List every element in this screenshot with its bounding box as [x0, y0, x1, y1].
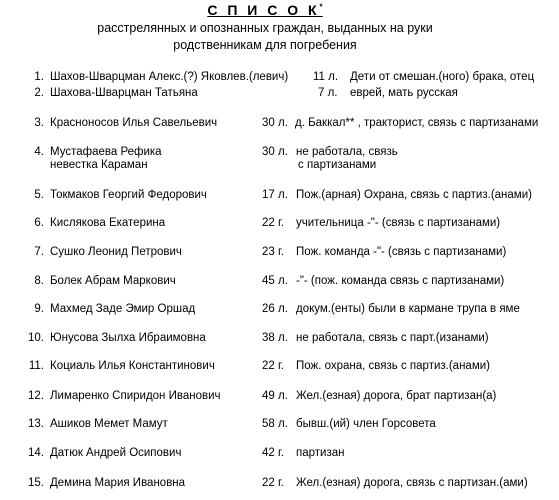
person-age: 22 г.	[262, 477, 284, 489]
person-name: Сушко Леонид Петрович	[50, 246, 182, 258]
person-name: Лимаренко Спиридон Иванович	[50, 390, 221, 402]
person-name: Коциаль Илья Константинович	[50, 360, 215, 372]
item-number: 7.	[34, 246, 44, 258]
person-name-line-2: невестка Караман	[50, 159, 148, 171]
person-age: 42 г.	[262, 447, 284, 459]
person-note-line-2: с партизанами	[298, 159, 377, 171]
person-age: 49 л.	[262, 390, 288, 402]
item-number: 10.	[28, 332, 44, 344]
item-number: 5.	[34, 189, 44, 201]
item-number: 13.	[28, 418, 44, 430]
person-name: Шахов-Шварцман Алекс.(?) Яковлев.(левич)	[50, 71, 289, 83]
person-name: Красноносов Илья Савельевич	[50, 117, 218, 129]
person-name: Мустафаева Рефика	[50, 146, 162, 158]
person-note: -"- (пож. команда связь с партизанами)	[296, 275, 505, 287]
person-name: Юнусова Зылха Ибраимовна	[50, 332, 206, 344]
person-age: 30 л.	[262, 117, 288, 129]
person-note: Пож. охрана, связь с партиз.(анами)	[296, 360, 490, 372]
item-number: 11.	[28, 360, 44, 372]
person-note: докум.(енты) были в кармане трупа в яме	[296, 303, 520, 315]
person-name: Демина Мария Ивановна	[50, 477, 186, 489]
person-note: Дети от смешан.(ного) брака, отец	[350, 71, 535, 83]
item-number: 6.	[34, 217, 44, 229]
item-number: 15.	[28, 477, 44, 489]
person-age: 26 л.	[262, 303, 288, 315]
person-note: д. Баккал** , тракторист, связь с партизанами	[295, 117, 539, 129]
person-name: Ашиков Мемет Мамут	[50, 418, 168, 430]
person-age: 22 г.	[262, 360, 284, 372]
document-title	[0, 2, 530, 18]
subtitle-line-1: расстрелянных и опознанных граждан, выданных на руки	[97, 21, 433, 35]
subtitle-line-2: родственникам для погребения	[173, 38, 357, 52]
item-number: 4.	[34, 146, 44, 158]
person-note: не работала, связь с парт.(изанами)	[296, 332, 489, 344]
title-text: С П И С О К	[207, 2, 320, 18]
person-age: 7 л.	[318, 87, 338, 99]
person-age: 11 л.	[313, 71, 339, 83]
item-number: 1.	[34, 71, 44, 83]
person-age: 45 л.	[262, 275, 288, 287]
person-name: Махмед Заде Эмир Оршад	[50, 303, 196, 315]
person-note: Пож.(арная) Охрана, связь с партиз.(анами)	[296, 189, 532, 201]
item-number: 12.	[28, 390, 44, 402]
person-note: Жел.(езная) дорога, брат партизан(а)	[296, 390, 497, 402]
person-note: не работала, связь	[296, 146, 398, 158]
person-name: Датюк Андрей Осипович	[50, 447, 182, 459]
item-number: 8.	[34, 275, 44, 287]
person-age: 30 л.	[262, 146, 288, 158]
item-number: 2.	[34, 87, 44, 99]
person-name: Токмаков Георгий Федорович	[50, 189, 207, 201]
person-age: 22 г.	[262, 217, 284, 229]
item-number: 9.	[34, 303, 44, 315]
person-note: бывш.(ий) член Горсовета	[296, 418, 436, 430]
person-age: 58 л.	[262, 418, 288, 430]
person-age: 23 г.	[262, 246, 284, 258]
person-note: Пож. команда -"- (связь с партизанами)	[296, 246, 507, 258]
title-footnote-mark: *	[319, 2, 323, 12]
person-name: Болек Абрам Маркович	[50, 275, 176, 287]
person-note: Жел.(езная) дорога, связь с партизан.(ами)	[296, 477, 528, 489]
person-name: Шахова-Шварцман Татьяна	[50, 87, 198, 99]
person-age: 17 л.	[262, 189, 288, 201]
item-number: 14.	[28, 447, 44, 459]
item-number: 3.	[34, 117, 44, 129]
person-age: 38 л.	[262, 332, 288, 344]
person-note: еврей, мать русская	[350, 87, 458, 99]
person-name: Кислякова Екатерина	[50, 217, 166, 229]
person-note: партизан	[296, 447, 345, 459]
person-note: учительница -"- (связь с партизанами)	[296, 217, 501, 229]
